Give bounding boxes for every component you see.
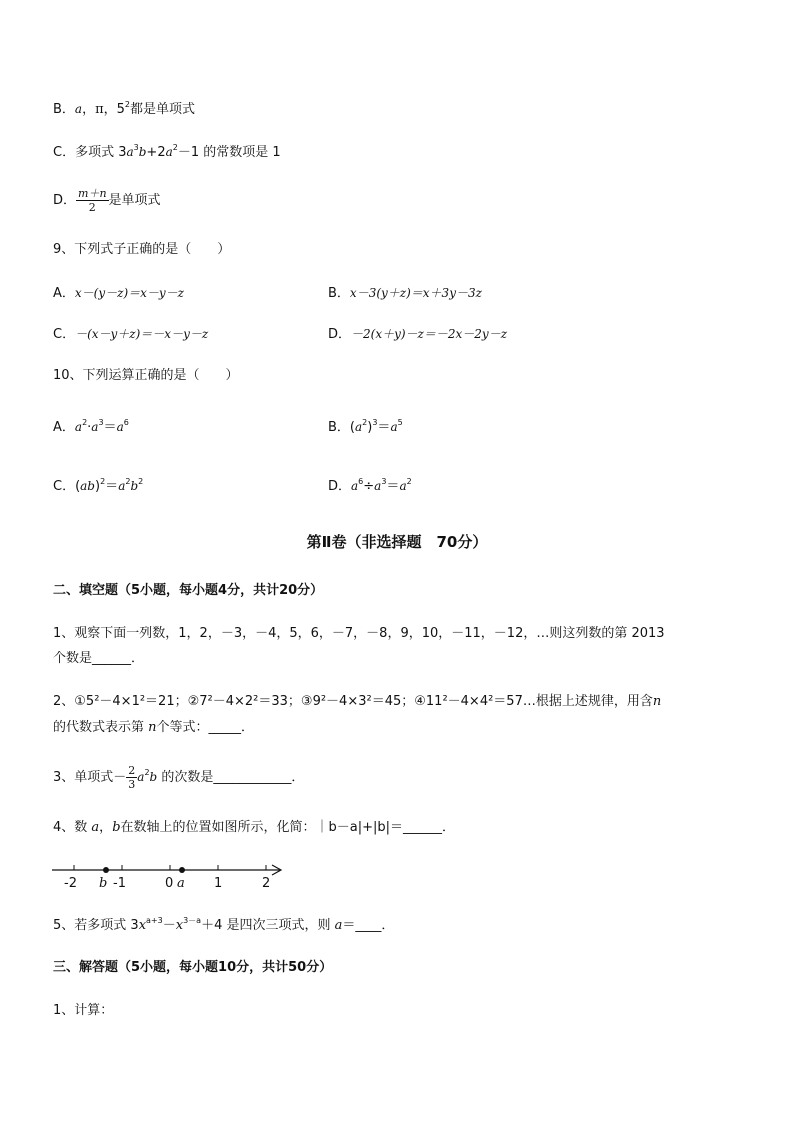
point-b [103,867,109,873]
option-8c: C．多项式 $3a^3b+2a^2-1$ 的常数项是 1 [53,143,281,160]
q10-option-c: C．$(ab)^2=a^2b^2$ [53,477,144,494]
q9-option-c: C．－(x－y＋z)＝－x－y－z [53,327,209,342]
option-8b: B．a，π，$5^2$都是单项式 [53,100,196,117]
fill-q1-line1: 1、观察下面一列数，1，2，－3，－4，5，6，－7，－8，9，10，－11，－12，…则这列数的第 2013 [53,626,665,641]
option-8d: D． $\frac{m+n}{2}$ 是单项式 [53,187,161,214]
fill-q2-line2: 的代数式表示第 n个等式：_____． [53,720,255,735]
q10-option-d: D．$a^6\div a^3=a^2$ [328,477,412,494]
q9-option-a: A．x－(y－z)＝x－y－z [53,286,185,301]
fraction: $\frac{2}{3}$ [128,764,136,791]
q10-stem: 10、下列运算正确的是（ ） [53,368,239,383]
answer-q1: 1、计算： [53,1003,114,1018]
tick-label-m1: -1 [113,876,126,891]
q9-option-d: D．－2(x＋y)－z＝－2x－2y－z [328,327,508,342]
number-line [50,858,290,894]
section-2-title: 第Ⅱ卷（非选择题 70分） [306,533,488,551]
tick-label-m2: -2 [64,876,77,891]
section-3-heading: 三、解答题（5小题，每小题10分，共计50分） [53,960,333,975]
point-label-a: a [177,876,185,891]
tick-label-2: 2 [262,876,271,891]
q10-option-a: A．$a^2\cdot a^3=a^6$ [53,418,129,435]
section-2-heading: 二、填空题（5小题，每小题4分，共计20分） [53,583,324,598]
q9-stem: 9、下列式子正确的是（ ） [53,242,231,257]
fill-q5: 5、若多项式 $3x^{a+3}-x^{3-a}+4$ 是四次三项式，则 a＝____． [53,916,395,933]
point-label-b: b [99,876,108,891]
tick-label-1: 1 [214,876,223,891]
fill-q3: 3、单项式－ $\frac{2}{3}$ $a^2b$ 的次数是____________． [53,764,305,791]
fill-q1-line2: 个数是______． [53,651,145,666]
fill-q4: 4、数 a，b在数轴上的位置如图所示，化简：｜b－a|+|b|＝______． [53,820,456,835]
q10-option-b: B．$(a^2)^3=a^5$ [328,418,403,435]
tick-label-0: 0 [165,876,174,891]
point-a [179,867,185,873]
fill-q2-line1: 2、①5²－4×1²＝21；②7²－4×2²＝33；③9²－4×3²＝45；④11²－4×4²＝57…根据上述规律，用含n [53,694,662,709]
q9-option-b: B．x－3(y＋z)＝x＋3y－3z [328,286,482,301]
fraction: $\frac{m+n}{2}$ [78,187,107,214]
